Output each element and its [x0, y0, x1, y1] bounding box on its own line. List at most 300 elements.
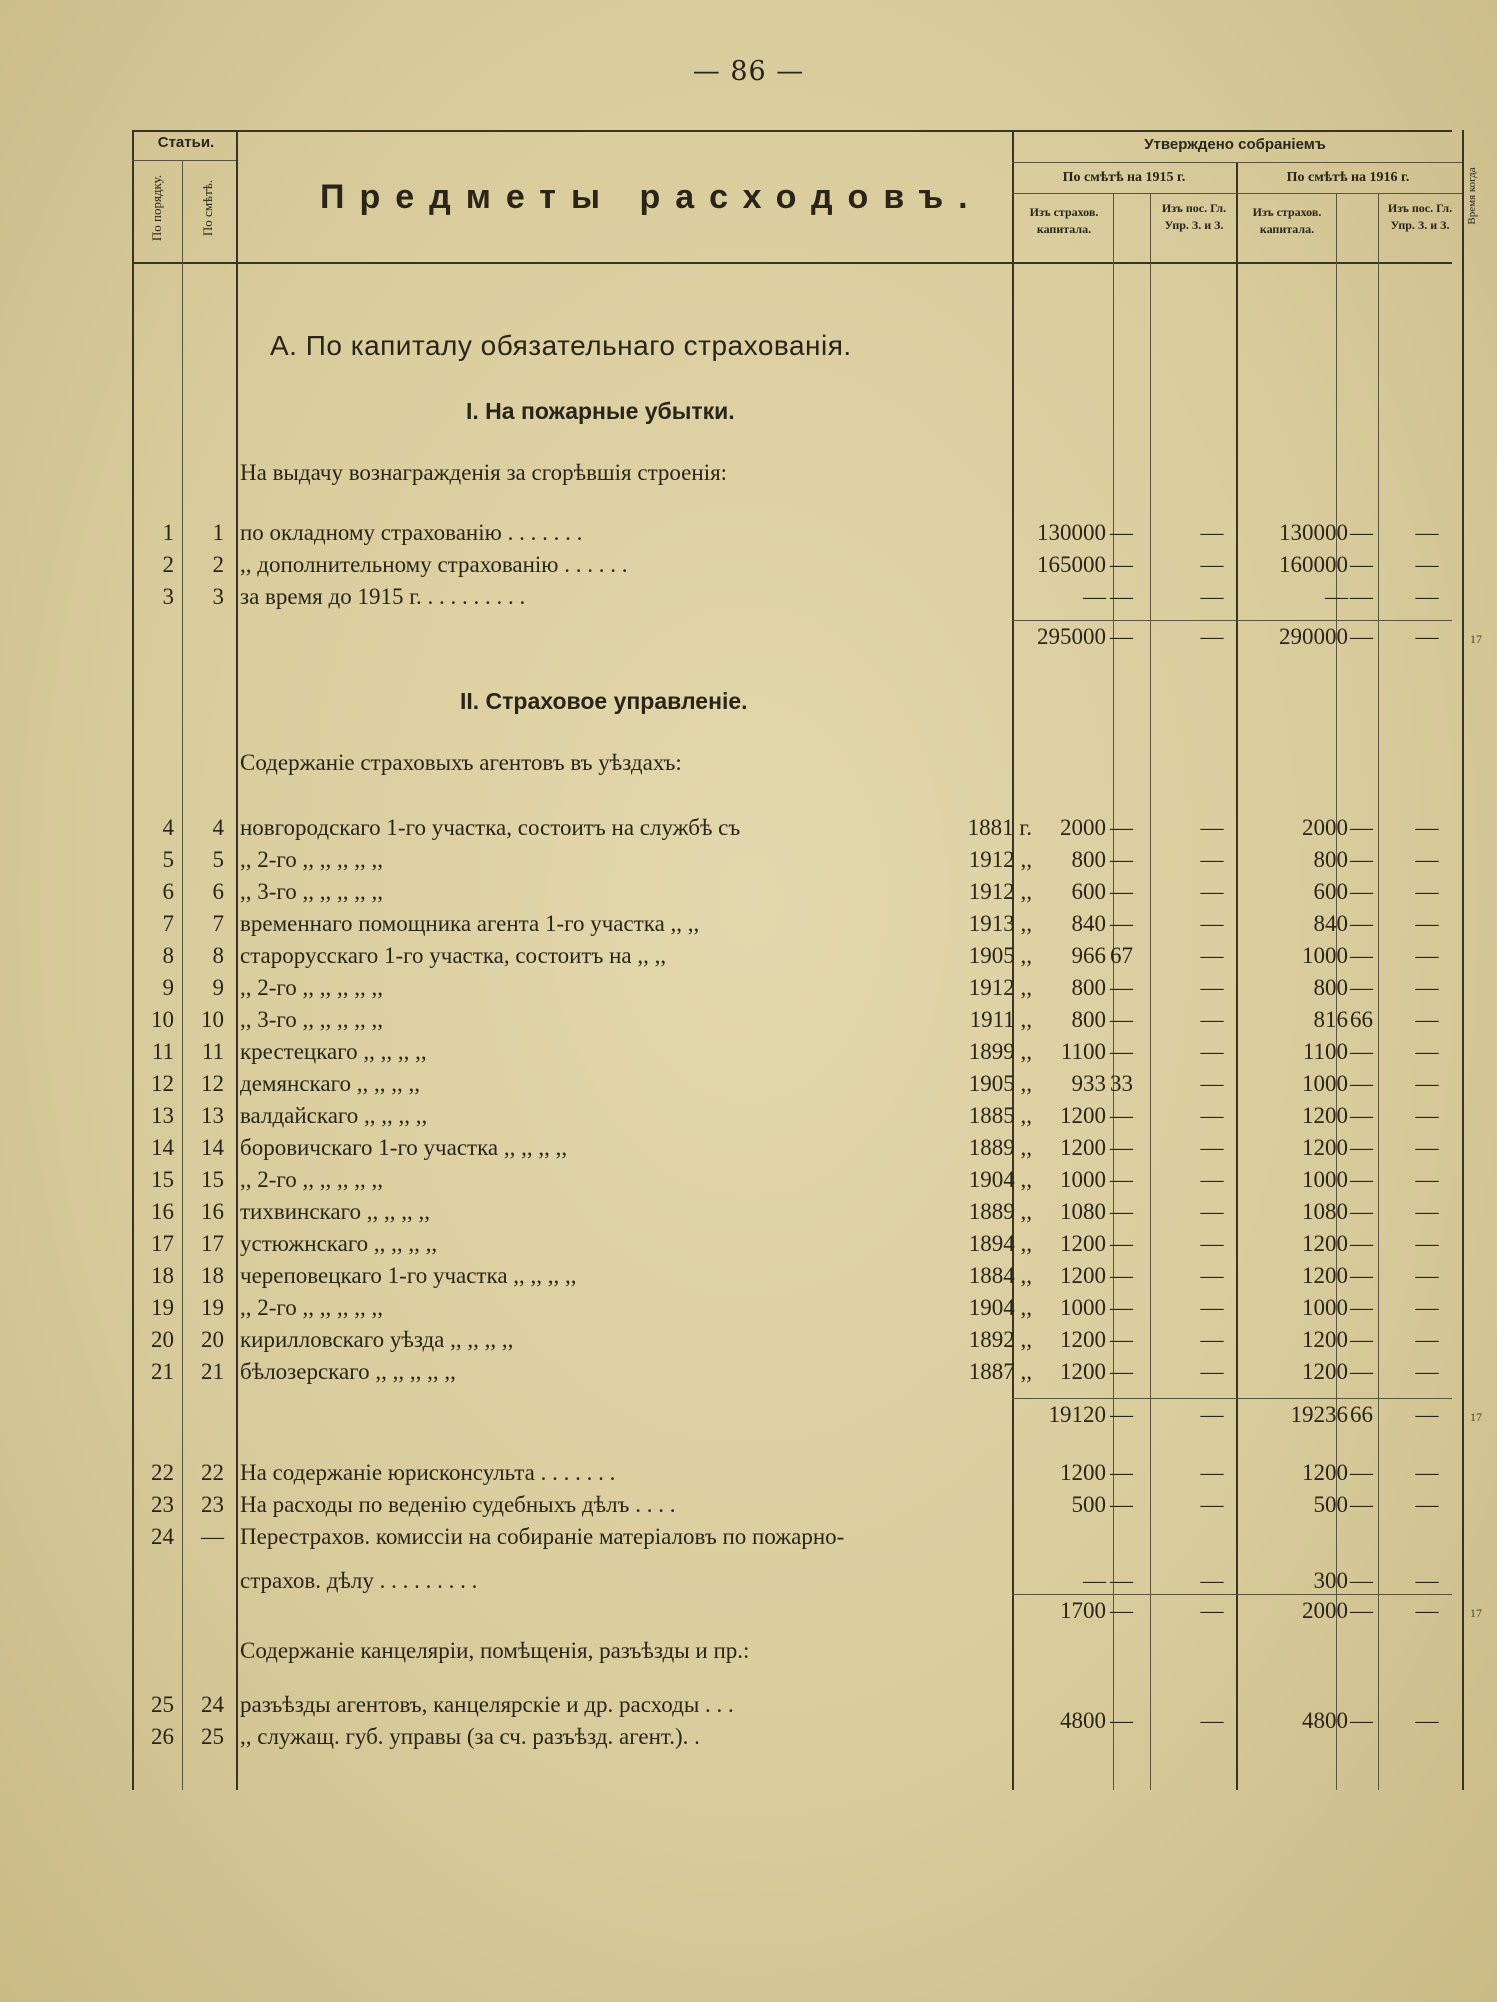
cell-n1: 22: [151, 1460, 174, 1485]
cell-k3: —: [1350, 879, 1373, 904]
cell-n1: 15: [151, 1167, 174, 1192]
cell-c1: 1100: [1060, 1039, 1106, 1064]
cell-c1: 800: [1071, 1007, 1106, 1032]
cell-k1: —: [1110, 1167, 1133, 1192]
table-row: [132, 1231, 1447, 1263]
header-smeta-1916: По смѣтѣ на 1916 г.: [1286, 170, 1410, 185]
cell-c3: 2000: [1302, 1598, 1348, 1623]
side-number: 17: [1470, 1410, 1482, 1424]
cell-k3: —: [1350, 911, 1373, 936]
cell-k3: —: [1350, 1460, 1373, 1485]
cell-c2: —: [1200, 847, 1224, 872]
cell-c4: —: [1415, 943, 1439, 968]
cell-n2: 15: [201, 1167, 224, 1192]
cell-c4: —: [1415, 520, 1439, 545]
cell-k1: —: [1110, 1598, 1133, 1623]
cell-k3: —: [1350, 1199, 1373, 1224]
cell-n2: 7: [212, 911, 224, 936]
cell-n2: 20: [201, 1327, 224, 1352]
cell-c4: —: [1415, 815, 1439, 840]
cell-c1: 1200: [1060, 1460, 1106, 1485]
cell-c3: 1200: [1302, 1327, 1348, 1352]
cell-desc: бѣлозерскаго ,, ,, ,, ,, ,,: [240, 1359, 456, 1384]
cell-n2: 13: [201, 1103, 224, 1128]
cell-yr: 1894 ,,: [968, 1231, 1032, 1256]
cell-n1: 18: [151, 1263, 174, 1288]
cell-c3: 4800: [1302, 1708, 1348, 1733]
cell-n1: 21: [151, 1359, 174, 1384]
cell-desc: новгородскаго 1-го участка, состоитъ на службѣ съ: [240, 815, 741, 840]
cell-k3: —: [1350, 815, 1373, 840]
cell-k3: —: [1350, 624, 1373, 649]
cell-desc: ,, 2-го ,, ,, ,, ,, ,,: [240, 847, 384, 872]
cell-desc: по окладному страхованію . . . . . . .: [240, 520, 583, 545]
cell-n2: 5: [212, 847, 224, 872]
cell-c4: —: [1415, 584, 1439, 609]
cell-desc: Перестрахов. комиссіи на собираніе матеріаловъ по пожарно-: [240, 1524, 845, 1549]
table-row: [132, 1071, 1447, 1103]
table-row: [132, 1007, 1447, 1039]
cell-desc: разъѣзды агентовъ, канцелярскіе и др. расходы . . .: [240, 1692, 734, 1717]
cell-c2: —: [1200, 1492, 1224, 1517]
cell-n1: 6: [162, 879, 174, 904]
cell-k1: —: [1110, 1708, 1133, 1733]
header-approved: Утверждено собраніемъ: [1144, 136, 1326, 153]
table-row: [132, 1135, 1447, 1167]
cell-n1: 2: [162, 552, 174, 577]
cell-n2: 10: [201, 1007, 224, 1032]
cell-c4: —: [1415, 1568, 1439, 1593]
cell-desc: На расходы по веденію судебныхъ дѣлъ . . . .: [240, 1492, 676, 1517]
cell-c2: —: [1200, 520, 1224, 545]
cell-c2: —: [1200, 552, 1224, 577]
cell-yr: 1904 ,,: [968, 1167, 1032, 1192]
cell-c3: 1000: [1302, 943, 1348, 968]
cell-c3: 290000: [1279, 624, 1348, 649]
cell-yr: 1911 ,,: [969, 1007, 1032, 1032]
cell-desc: устюжнскаго ,, ,, ,, ,,: [240, 1231, 438, 1256]
header-statyi: Статьи.: [157, 134, 215, 151]
cell-c1: 1080: [1060, 1199, 1106, 1224]
cell-n2: 25: [201, 1724, 224, 1749]
cell-c4: —: [1415, 1039, 1439, 1064]
cell-n1: 3: [162, 584, 174, 609]
cell-c3: 19236: [1290, 1402, 1348, 1427]
cell-n1: 10: [151, 1007, 174, 1032]
table-row: [132, 552, 1447, 584]
cell-c2: —: [1200, 1135, 1224, 1160]
table-row: [132, 1568, 1447, 1600]
cell-c1: 1700: [1060, 1598, 1106, 1623]
cell-c1: 800: [1071, 847, 1106, 872]
cell-c3: 800: [1313, 975, 1348, 1000]
cell-n2: 24: [201, 1692, 224, 1717]
cell-c1: 295000: [1037, 624, 1106, 649]
cell-c3: 2000: [1302, 815, 1348, 840]
cell-n2: 14: [201, 1135, 224, 1160]
cell-c2: —: [1200, 1402, 1224, 1427]
header-col-side: Время когда: [1466, 167, 1478, 225]
cell-c3: 1200: [1302, 1135, 1348, 1160]
cell-c1: 933: [1071, 1071, 1106, 1096]
cell-c3: —: [1325, 584, 1348, 609]
cell-c4: —: [1415, 975, 1439, 1000]
cell-k3: —: [1350, 1103, 1373, 1128]
cell-c1: 1200: [1060, 1103, 1106, 1128]
cell-n1: 12: [151, 1071, 174, 1096]
cell-yr: 1889 ,,: [968, 1135, 1032, 1160]
cell-c2: —: [1200, 1263, 1224, 1288]
table-row: [132, 1167, 1447, 1199]
cell-yr: 1889 ,,: [968, 1199, 1032, 1224]
cell-n2: 19: [201, 1295, 224, 1320]
cell-c3: 1100: [1302, 1039, 1348, 1064]
cell-k3: —: [1350, 1708, 1373, 1733]
cell-yr: 1912 ,,: [968, 879, 1032, 904]
cell-c4: —: [1415, 1231, 1439, 1256]
cell-k1: —: [1110, 1103, 1133, 1128]
cell-c2: —: [1200, 1103, 1224, 1128]
header-col-strakh-1915: Изъ страхов. капитала.: [1029, 205, 1099, 236]
total-row: [132, 624, 1447, 656]
cell-k3: —: [1350, 1263, 1373, 1288]
cell-c4: —: [1415, 847, 1439, 872]
total-row: [132, 1598, 1447, 1630]
cell-c3: 600: [1313, 879, 1348, 904]
cell-k3: —: [1350, 1071, 1373, 1096]
cell-c2: —: [1200, 975, 1224, 1000]
cell-desc: ,, служащ. губ. управы (за сч. разъѣзд. агент.). .: [240, 1724, 700, 1749]
cell-c2: —: [1200, 1708, 1224, 1733]
cell-c3: 130000: [1279, 520, 1348, 545]
cell-c1: 500: [1071, 1492, 1106, 1517]
cell-c4: —: [1415, 1071, 1439, 1096]
cell-n1: 8: [162, 943, 174, 968]
cell-k3: —: [1350, 1327, 1373, 1352]
header-smeta-1915: По смѣтѣ на 1915 г.: [1062, 170, 1186, 185]
cell-k1: —: [1110, 847, 1133, 872]
cell-c2: —: [1200, 1568, 1224, 1593]
cell-yr: 1885 ,,: [968, 1103, 1032, 1128]
cell-c2: —: [1200, 879, 1224, 904]
cell-k1: —: [1110, 552, 1133, 577]
cell-c4: —: [1415, 1402, 1439, 1427]
cell-c3: 500: [1313, 1492, 1348, 1517]
cell-c4: —: [1415, 1295, 1439, 1320]
cell-c4: —: [1415, 1263, 1439, 1288]
cell-c1: 4800: [1060, 1708, 1106, 1733]
cell-c3: 1200: [1302, 1231, 1348, 1256]
table-row: [132, 1327, 1447, 1359]
side-number: 17: [1470, 632, 1482, 646]
cell-c2: —: [1200, 1327, 1224, 1352]
cell-n1: 17: [151, 1231, 174, 1256]
cell-c4: —: [1415, 879, 1439, 904]
cell-c2: —: [1200, 815, 1224, 840]
cell-c2: —: [1200, 1071, 1224, 1096]
cell-k1: —: [1110, 1007, 1133, 1032]
cell-desc: ,, 3-го ,, ,, ,, ,, ,,: [240, 1007, 384, 1032]
cell-n2: 8: [212, 943, 224, 968]
table-row: [132, 1359, 1447, 1391]
cell-desc: ,, 2-го ,, ,, ,, ,, ,,: [240, 1295, 384, 1320]
header-po-smete: По смѣтѣ.: [200, 179, 215, 237]
cell-n2: 1: [212, 520, 224, 545]
cell-c3: 800: [1313, 847, 1348, 872]
cell-c4: —: [1415, 552, 1439, 577]
cell-desc: страхов. дѣлу . . . . . . . . .: [240, 1568, 478, 1593]
cell-k1: —: [1110, 624, 1133, 649]
cell-desc: ,, 2-го ,, ,, ,, ,, ,,: [240, 1167, 384, 1192]
cell-k1: —: [1110, 1327, 1133, 1352]
cell-desc: крестецкаго ,, ,, ,, ,,: [240, 1039, 427, 1064]
cell-k3: —: [1350, 975, 1373, 1000]
table-row: [132, 1263, 1447, 1295]
cell-n1: 1: [162, 520, 174, 545]
cell-k3: —: [1350, 552, 1373, 577]
cell-n2: 21: [201, 1359, 224, 1384]
cell-c2: —: [1200, 1460, 1224, 1485]
cell-c1: 1000: [1060, 1295, 1106, 1320]
header-col-glupr-1916: Изъ пос. Гл. Упр. З. и З.: [1387, 201, 1453, 232]
cell-k1: —: [1110, 1568, 1133, 1593]
header-po-poryadku: По порядку.: [149, 174, 164, 242]
cell-k1: —: [1110, 520, 1133, 545]
cell-n1: 11: [151, 1039, 174, 1064]
cell-n2: 23: [201, 1492, 224, 1517]
cell-c1: 1200: [1060, 1231, 1106, 1256]
cell-c1: 2000: [1060, 815, 1106, 840]
cell-n2: 9: [212, 975, 224, 1000]
cell-n2: 22: [201, 1460, 224, 1485]
table-row: [132, 584, 1447, 616]
cell-c1: —: [1083, 1568, 1106, 1593]
cell-c3: 816: [1313, 1007, 1348, 1032]
cell-c1: 840: [1071, 911, 1106, 936]
cell-k3: —: [1350, 1568, 1373, 1593]
cell-desc: ,, дополнительному страхованію . . . . . .: [240, 552, 628, 577]
cell-c2: —: [1200, 1359, 1224, 1384]
cell-n2: 2: [212, 552, 224, 577]
cell-k1: —: [1110, 1263, 1133, 1288]
table-row: [132, 1103, 1447, 1135]
cell-n1: 25: [151, 1692, 174, 1717]
cell-c1: 1200: [1060, 1359, 1106, 1384]
cell-c4: —: [1415, 1598, 1439, 1623]
table-row: [132, 879, 1447, 911]
cell-desc: валдайскаго ,, ,, ,, ,,: [240, 1103, 428, 1128]
cell-n2: —: [201, 1524, 224, 1549]
cell-yr: 1912 ,,: [968, 847, 1032, 872]
cell-k1: —: [1110, 815, 1133, 840]
cell-n1: 9: [162, 975, 174, 1000]
cell-c1: 1200: [1060, 1263, 1106, 1288]
section-2-lead-c: Содержаніе канцеляріи, помѣщенія, разъѣзды и пр.:: [240, 1638, 750, 1663]
cell-c3: 300: [1313, 1568, 1348, 1593]
cell-n2: 12: [201, 1071, 224, 1096]
table-row: [132, 815, 1447, 847]
cell-c3: 1200: [1302, 1263, 1348, 1288]
cell-n2: 16: [201, 1199, 224, 1224]
side-number: 17: [1470, 1606, 1482, 1620]
cell-n1: 24: [151, 1524, 174, 1549]
section-2-title: II. Страховое управленіе.: [460, 688, 748, 714]
cell-k1: —: [1110, 1199, 1133, 1224]
cell-desc: боровичскаго 1-го участка ,, ,, ,, ,,: [240, 1135, 568, 1160]
cell-n1: 16: [151, 1199, 174, 1224]
total-row: [132, 1402, 1447, 1434]
cell-desc: за время до 1915 г. . . . . . . . . .: [240, 584, 526, 609]
cell-yr: 1881 г.: [967, 815, 1032, 840]
cell-c4: —: [1415, 1199, 1439, 1224]
cell-n1: 19: [151, 1295, 174, 1320]
section-a-title: А. По капиталу обязательнаго страхованія.: [270, 330, 852, 361]
cell-k3: —: [1350, 1231, 1373, 1256]
cell-k1: —: [1110, 1231, 1133, 1256]
table-row: [132, 1524, 1447, 1556]
cell-n2: 18: [201, 1263, 224, 1288]
table-row: [132, 943, 1447, 975]
cell-c3: 840: [1313, 911, 1348, 936]
cell-yr: 1884 ,,: [968, 1263, 1032, 1288]
cell-c4: —: [1415, 1167, 1439, 1192]
cell-c2: —: [1200, 1598, 1224, 1623]
cell-n2: 17: [201, 1231, 224, 1256]
cell-c3: 1000: [1302, 1071, 1348, 1096]
table-row: [132, 1295, 1447, 1327]
cell-c3: 1200: [1302, 1103, 1348, 1128]
cell-desc: череповецкаго 1-го участка ,, ,, ,, ,,: [240, 1263, 577, 1288]
cell-c1: 966: [1071, 943, 1106, 968]
cell-c2: —: [1200, 943, 1224, 968]
cell-k1: —: [1110, 1295, 1133, 1320]
cell-c1: 600: [1071, 879, 1106, 904]
cell-k3: —: [1350, 1295, 1373, 1320]
cell-k1: 67: [1110, 943, 1133, 968]
cell-c4: —: [1415, 1460, 1439, 1485]
cell-c1: 165000: [1037, 552, 1106, 577]
cell-n1: 4: [162, 815, 174, 840]
cell-c3: 1200: [1302, 1359, 1348, 1384]
cell-c1: 1200: [1060, 1327, 1106, 1352]
cell-yr: 1887 ,,: [968, 1359, 1032, 1384]
cell-k1: —: [1110, 911, 1133, 936]
header-col-strakh-1916: Изъ страхов. капитала.: [1252, 205, 1322, 236]
cell-desc: ,, 2-го ,, ,, ,, ,, ,,: [240, 975, 384, 1000]
cell-yr: 1912 ,,: [968, 975, 1032, 1000]
cell-k1: —: [1110, 1460, 1133, 1485]
cell-k3: 66: [1350, 1007, 1373, 1032]
cell-yr: 1905 ,,: [968, 943, 1032, 968]
cell-c2: —: [1200, 911, 1224, 936]
cell-k1: —: [1110, 1402, 1133, 1427]
cell-desc: тихвинскаго ,, ,, ,, ,,: [240, 1199, 430, 1224]
cell-c2: —: [1200, 1007, 1224, 1032]
cell-k1: —: [1110, 1492, 1133, 1517]
cell-c3: 1000: [1302, 1295, 1348, 1320]
cell-c3: 1000: [1302, 1167, 1348, 1192]
cell-n1: 7: [162, 911, 174, 936]
cell-yr: 1905 ,,: [968, 1071, 1032, 1096]
cell-c4: —: [1415, 1007, 1439, 1032]
cell-yr: 1899 ,,: [968, 1039, 1032, 1064]
cell-n1: 14: [151, 1135, 174, 1160]
cell-desc: На содержаніе юрисконсульта . . . . . . .: [240, 1460, 616, 1485]
cell-c2: —: [1200, 1295, 1224, 1320]
cell-n2: 6: [212, 879, 224, 904]
cell-c3: 160000: [1279, 552, 1348, 577]
cell-c2: —: [1200, 1231, 1224, 1256]
section-2-lead: Содержаніе страховыхъ агентовъ въ уѣздахъ:: [240, 750, 682, 775]
cell-n1: 20: [151, 1327, 174, 1352]
cell-c3: 1080: [1302, 1199, 1348, 1224]
cell-k1: —: [1110, 584, 1133, 609]
cell-c4: —: [1415, 1135, 1439, 1160]
cell-n2: 4: [212, 815, 224, 840]
cell-c4: —: [1415, 1359, 1439, 1384]
cell-k3: —: [1350, 847, 1373, 872]
header-col-glupr-1915: Изъ пос. Гл. Упр. З. и З.: [1161, 201, 1227, 232]
cell-c2: —: [1200, 1167, 1224, 1192]
table-row: [132, 1039, 1447, 1071]
cell-k1: —: [1110, 1039, 1133, 1064]
cell-k3: —: [1350, 520, 1373, 545]
cell-k1: —: [1110, 975, 1133, 1000]
cell-c4: —: [1415, 1327, 1439, 1352]
cell-desc: ,, 3-го ,, ,, ,, ,, ,,: [240, 879, 384, 904]
cell-k3: —: [1350, 943, 1373, 968]
table-row: [132, 911, 1447, 943]
cell-k3: —: [1350, 1598, 1373, 1623]
cell-k3: —: [1350, 1359, 1373, 1384]
cell-k3: —: [1350, 1039, 1373, 1064]
cell-n1: 26: [151, 1724, 174, 1749]
cell-c1: 19120: [1048, 1402, 1106, 1427]
merged-amount-row: [132, 1708, 1447, 1740]
cell-yr: 1904 ,,: [968, 1295, 1032, 1320]
cell-c1: 800: [1071, 975, 1106, 1000]
cell-k1: —: [1110, 879, 1133, 904]
cell-c3: 1200: [1302, 1460, 1348, 1485]
cell-desc: временнаго помощника агента 1-го участка ,, ,,: [240, 911, 700, 936]
table-row: [132, 847, 1447, 879]
header-title: Предметы расходовъ.: [320, 178, 983, 216]
cell-c4: —: [1415, 1103, 1439, 1128]
cell-k3: —: [1350, 584, 1373, 609]
cell-k1: 33: [1110, 1071, 1133, 1096]
cell-k1: —: [1110, 1135, 1133, 1160]
cell-n1: 13: [151, 1103, 174, 1128]
cell-k3: —: [1350, 1167, 1373, 1192]
cell-n2: 11: [201, 1039, 224, 1064]
cell-c4: —: [1415, 1492, 1439, 1517]
cell-k3: —: [1350, 1135, 1373, 1160]
cell-k1: —: [1110, 1359, 1133, 1384]
cell-c2: —: [1200, 624, 1224, 649]
cell-c4: —: [1415, 1708, 1439, 1733]
table-row: [132, 520, 1447, 552]
cell-c4: —: [1415, 911, 1439, 936]
cell-c2: —: [1200, 1039, 1224, 1064]
table-row: [132, 1460, 1447, 1492]
table-row: [132, 1199, 1447, 1231]
page-number: — 86 —: [692, 56, 805, 87]
cell-c1: —: [1083, 584, 1106, 609]
cell-yr: 1892 ,,: [968, 1327, 1032, 1352]
cell-c1: 130000: [1037, 520, 1106, 545]
cell-n1: 5: [162, 847, 174, 872]
cell-k3: —: [1350, 1492, 1373, 1517]
